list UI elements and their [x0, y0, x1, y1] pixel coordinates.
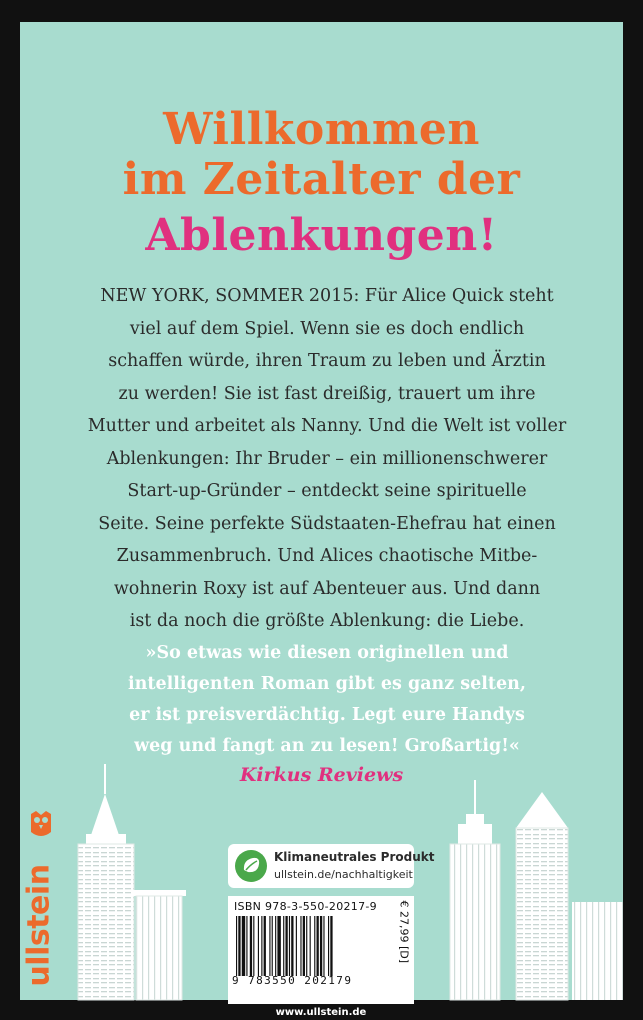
blurb-line: Start-up-Gründer – entdeckt seine spirituelle: [127, 481, 527, 501]
climate-url: ullstein.de/nachhaltigkeit: [274, 868, 413, 881]
headline-line-2: im Zeitalter der: [122, 154, 521, 205]
price-label: € 27,99 [D]: [397, 900, 411, 964]
isbn-text: ISBN 978-3-550-20217-9: [234, 900, 377, 913]
quote-line: weg und fangt an zu lesen! Großartig!«: [134, 736, 520, 756]
blurb-line: zu werden! Sie ist fast dreißig, trauert um ihre: [118, 383, 536, 404]
headline-line-3: Ablenkungen!: [145, 210, 498, 261]
publisher-name: ullstein: [21, 864, 57, 987]
review-quote: [90, 638, 564, 762]
blurb-line: wohnerin Roxy ist auf Abenteuer aus. Und dann: [113, 578, 541, 599]
blurb-line: Seite. Seine perfekte Südstaaten-Ehefrau hat einen: [98, 513, 556, 534]
climate-title: Klimaneutrales Produkt: [274, 850, 435, 864]
barcode: [228, 896, 414, 1004]
quote-line: er ist preisverdächtig. Legt eure Handys: [129, 705, 525, 725]
blurb-line: NEW YORK, SOMMER 2015: Für Alice Quick steht: [100, 286, 554, 306]
blurb-line: Mutter und arbeitet als Nanny. Und die Welt ist voller: [87, 416, 567, 436]
building-right-peak: [516, 792, 568, 1000]
headline-line-1: Willkommen: [163, 104, 480, 155]
blurb-line: Zusammenbruch. Und Alices chaotische Mitbe-: [116, 546, 538, 566]
barcode-digits: 9 783550 202179: [232, 974, 353, 987]
blurb-line: Ablenkungen: Ihr Bruder – ein millionenschwerer: [106, 448, 548, 469]
blurb-line: schaffen würde, ihren Traum zu leben und Ärztin: [108, 351, 546, 371]
quote-source: Kirkus Reviews: [239, 764, 404, 786]
quote-line: intelligenten Roman gibt es ganz selten,: [128, 674, 526, 694]
barcode-bars: [234, 916, 384, 976]
back-cover: [20, 22, 623, 1018]
publisher-website: www.ullstein.de: [228, 1006, 414, 1020]
recycle-leaf-icon: [233, 848, 269, 884]
blurb-line: viel auf dem Spiel. Wenn sie es doch endlich: [129, 318, 525, 339]
publisher-logo: [21, 852, 57, 992]
building-left-tower: [78, 764, 134, 1000]
building-left-block: [132, 890, 186, 1000]
owl-icon: [28, 810, 54, 840]
climate-neutral-badge: [228, 844, 435, 888]
building-right-tower: [450, 780, 500, 1000]
building-right-edge: [572, 902, 623, 1000]
blurb-line: ist da noch die größte Ablenkung: die Liebe.: [129, 611, 525, 631]
quote-line: »So etwas wie diesen originellen und: [145, 643, 509, 663]
